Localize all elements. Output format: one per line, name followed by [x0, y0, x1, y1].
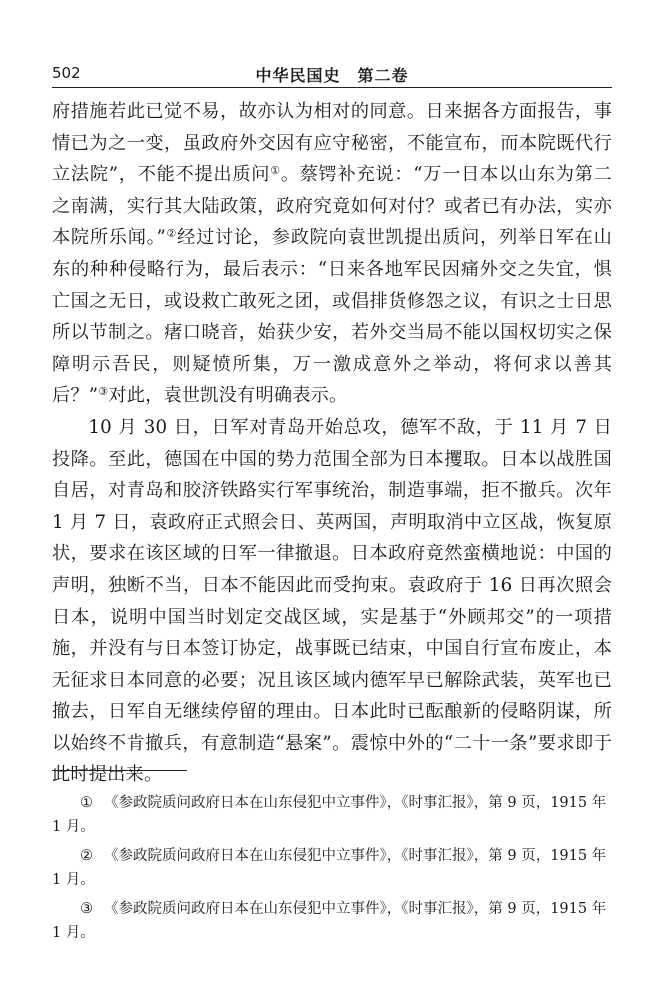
footnote-2-text: 《参政院质问政府日本在山东侵犯中立事件》，《时事汇报》，第 9 页，1915 年 1 月。 [52, 848, 607, 888]
footnote-1 [52, 791, 612, 839]
footnotes [52, 791, 612, 950]
running-head: 中华民国史 第二卷 [255, 66, 409, 85]
footnote-3-text: 《参政院质问政府日本在山东侵犯中立事件》，《时事汇报》，第 9 页，1915 年 1 月。 [52, 901, 607, 941]
page-number: 502 [52, 64, 81, 82]
footnote-2-number: ② [80, 848, 93, 864]
footnote-ref-3: ③ [98, 385, 109, 399]
paragraph-2: 10 月 30 日，日军对青岛开始总攻，德军不敌，于 11 月 7 日投降。至此，德国在中国的势力范围全部为日本攫取。日本以战胜国自居，对青岛和胶济铁路实行军事统治，制造事端，拒不撤兵。次年 1 月 7 日，袁政府正式照会日、英两国，声明取消中立区战，恢复原状，要求在该区域的日军一律撤退。日本政府竟然蛮横地说：中国的声明，独断不当，日本不能因此而受拘束。袁政府于 16 日再次照会日本，说明中国当时划定交战区域，实是基于“外顾邦交”的一项措施，并没有与日本签订协定，战事既已结束，中国自行宣布废止，本无征求日本同意的必要；况且该区域内德军早已解除武装，英军也已撤去，日军自无继续停留的理由。日本此时已酝酿新的侵略阴谋，所以始终不肯撤兵，有意制造“悬案”。震惊中外的“二十一条”要求即于此时提出来。 [52, 416, 612, 786]
header-rule [52, 87, 612, 88]
footnote-ref-1: ① [270, 164, 281, 178]
paragraph-1-text-c: 经过讨论，参政院向袁世凯提出质问，列举日军在山东的种种侵略行为，最后表示：“日来各地军民因痛外交之失宜，惧亡国之无日，或设救亡敢死之团，或倡排货修怨之议，有识之士日思所以节制之。瘏口晓音，始获少安，若外交当局不能以国权切实之保障明示吾民，则疑愤所集，万一激成意外之举动，将何求以善其后？” [52, 227, 612, 407]
page-header [52, 58, 612, 88]
footnote-1-number: ① [80, 795, 93, 811]
paragraph-1 [52, 96, 612, 412]
footnote-ref-2: ② [165, 227, 178, 241]
footnote-2 [52, 844, 612, 892]
footnote-3 [52, 897, 612, 945]
paragraph-1-text-d: 对此，袁世凯没有明确表示。 [108, 385, 348, 407]
body-text [52, 96, 612, 791]
paragraph-1-text-b: 。蔡锷补充说：“万一日本以山东为第二之南满，实行其大陆政策，政府究竟如何对付？或者已有办法，实亦本院所乐闻。” [52, 164, 613, 249]
footnote-3-number: ③ [80, 901, 93, 917]
footnote-1-text: 《参政院质问政府日本在山东侵犯中立事件》，《时事汇报》，第 9 页，1915 年 1 月。 [52, 795, 607, 835]
paragraph-1-text-a: 府措施若此已觉不易，故亦认为相对的同意。日来据各方面报告，事情已为之一变，虽政府外交因有应守秘密，不能宣布，而本院既代行立法院”，不能不提出质问 [52, 101, 612, 186]
footnote-separator [52, 770, 187, 771]
